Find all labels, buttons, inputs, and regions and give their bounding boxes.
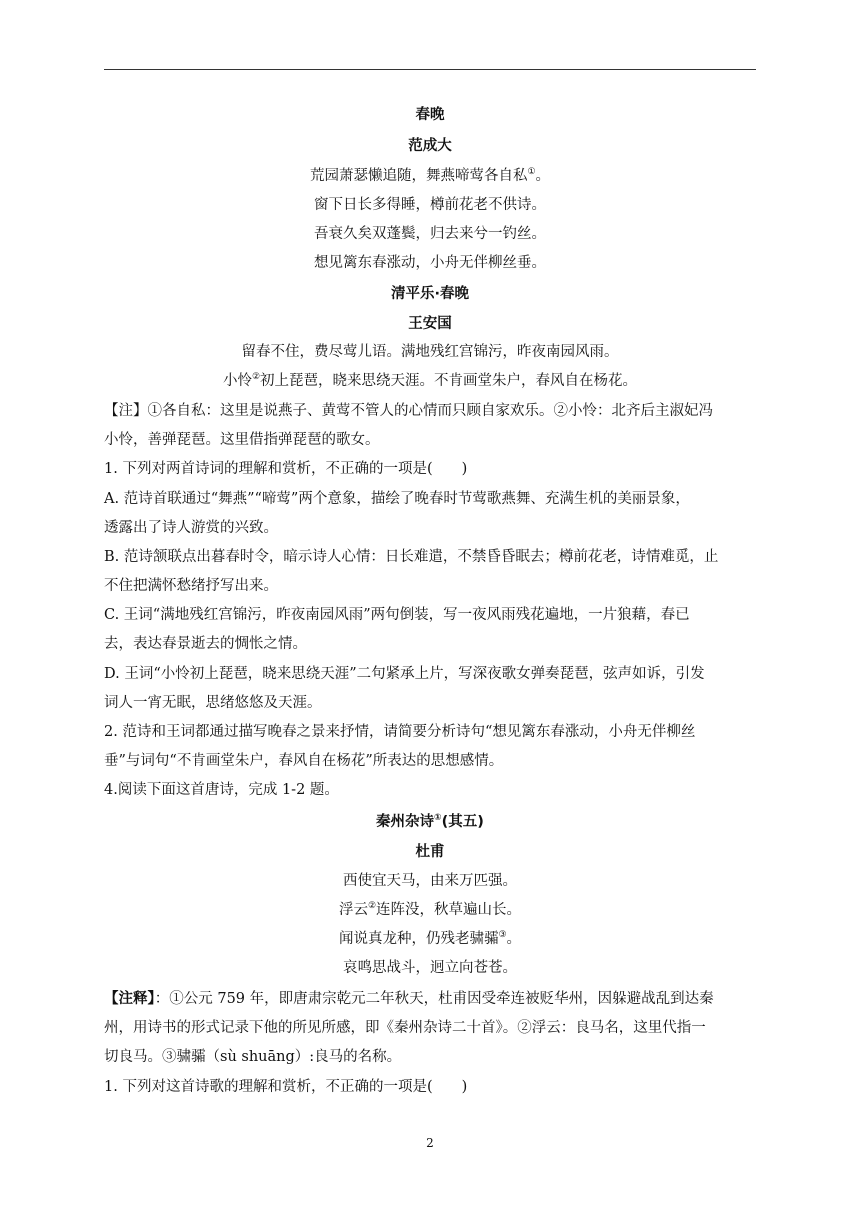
page-number: 2 [426, 1136, 434, 1150]
poem1-author: 范成大 [408, 138, 452, 154]
notes2-line-3: 切良马。③骕骦（sù shuāng）:良马的名称。 [104, 1049, 402, 1065]
poem1-title: 春晚 [415, 107, 445, 123]
poem3-line-3: 闻说真龙种，仍残老骕骦③。 [338, 930, 522, 947]
poem3-line-1: 西使宜天马，由来万匹强。 [343, 873, 517, 889]
q1-option-a-cont: 透露出了诗人游赏的兴致。 [104, 520, 278, 536]
q1-option-d: D. 王词“小怜初上琵琶，晓来思绕天涯”二句紧承上片，写深夜歌女弹奏琵琶，弦声如诉，引发 [104, 666, 705, 682]
poem1-line-2: 窗下日长多得睡，樽前花老不供诗。 [314, 197, 546, 213]
poem3-line-4: 哀鸣思战斗，迥立向苍苍。 [343, 960, 517, 976]
q2-line-1: 2. 范诗和王词都通过描写晚春之景来抒情，请简要分析诗句“想见篱东春涨动，小舟无伴柳丝 [104, 724, 696, 740]
poem2-line-2: 小怜②初上琵琶，晓来思绕天涯。不肯画堂朱户，春风自在杨花。 [222, 372, 638, 389]
notes2-line-1: 【注释】：①公元 759 年，即唐肃宗乾元二年秋天，杜甫因受牵连被贬华州，因躲避战乱到达秦 [104, 991, 714, 1007]
footnote-marker: ③ [498, 930, 507, 940]
q2-line-2: 垂”与词句“不肯画堂朱户，春风自在杨花”所表达的思想感情。 [104, 753, 504, 769]
section-4-heading: 4.阅读下面这首唐诗，完成 1-2 题。 [104, 782, 339, 798]
notes1-line-2: 小怜，善弹琵琶。这里借指弹琵琶的歌女。 [104, 432, 380, 448]
q1-option-c-cont: 去，表达春景逝去的惆怅之情。 [104, 636, 307, 652]
poem2-title: 清平乐·春晚 [390, 286, 469, 302]
poem2-line-1: 留春不住，费尽莺儿语。满地残红宫锦污，昨夜南园风雨。 [241, 344, 619, 360]
notes2-line-2: 州，用诗书的形式记录下他的所见所感，即《秦州杂诗二十首》。②浮云：良马名，这里代指一 [104, 1020, 706, 1036]
poem3-title: 秦州杂诗①(其五) [376, 813, 484, 830]
poem3-line-2: 浮云②连阵没，秋草遍山长。 [338, 901, 522, 918]
q1-option-a: A. 范诗首联通过“舞燕”“啼莺”两个意象，描绘了晚春时节莺歌燕舞、充满生机的美丽景象， [104, 491, 690, 507]
poem2-author: 王安国 [408, 316, 452, 332]
header-rule [104, 69, 756, 70]
footnote-marker: ① [434, 813, 442, 823]
q1-option-c: C. 王词“满地残红宫锦污，昨夜南园风雨”两句倒装，写一夜风雨残花遍地，一片狼藉，春已 [104, 607, 690, 623]
poem3-author: 杜甫 [415, 844, 445, 860]
q1-stem: 1. 下列对两首诗词的理解和赏析，不正确的一项是( ) [104, 461, 468, 477]
footnote-marker: ① [527, 167, 536, 177]
poem1-line-3: 吾衰久矣双蓬鬓，归去来兮一钓丝。 [314, 226, 546, 242]
q3-stem: 1. 下列对这首诗歌的理解和赏析，不正确的一项是( ) [104, 1079, 468, 1095]
poem1-line-1: 荒园萧瑟懒追随，舞燕啼莺各自私①。 [309, 167, 551, 184]
notes1-line-1: 【注】①各自私：这里是说燕子、黄莺不管人的心情而只顾自家欢乐。②小怜：北齐后主淑妃冯 [104, 403, 713, 419]
footnote-marker: ② [367, 901, 377, 911]
notes2-label: 【注释】 [104, 991, 155, 1007]
footnote-marker: ② [251, 372, 261, 382]
q1-option-d-cont: 词人一宵无眠，思绪悠悠及天涯。 [104, 695, 322, 711]
q1-option-b-cont: 不住把满怀愁绪抒写出来。 [104, 578, 278, 594]
poem1-line-4: 想见篱东春涨动，小舟无伴柳丝垂。 [314, 255, 546, 271]
q1-option-b: B. 范诗颔联点出暮春时令，暗示诗人心情：日长难遣，不禁昏昏眠去；樽前花老，诗情难觅，止 [104, 549, 719, 565]
